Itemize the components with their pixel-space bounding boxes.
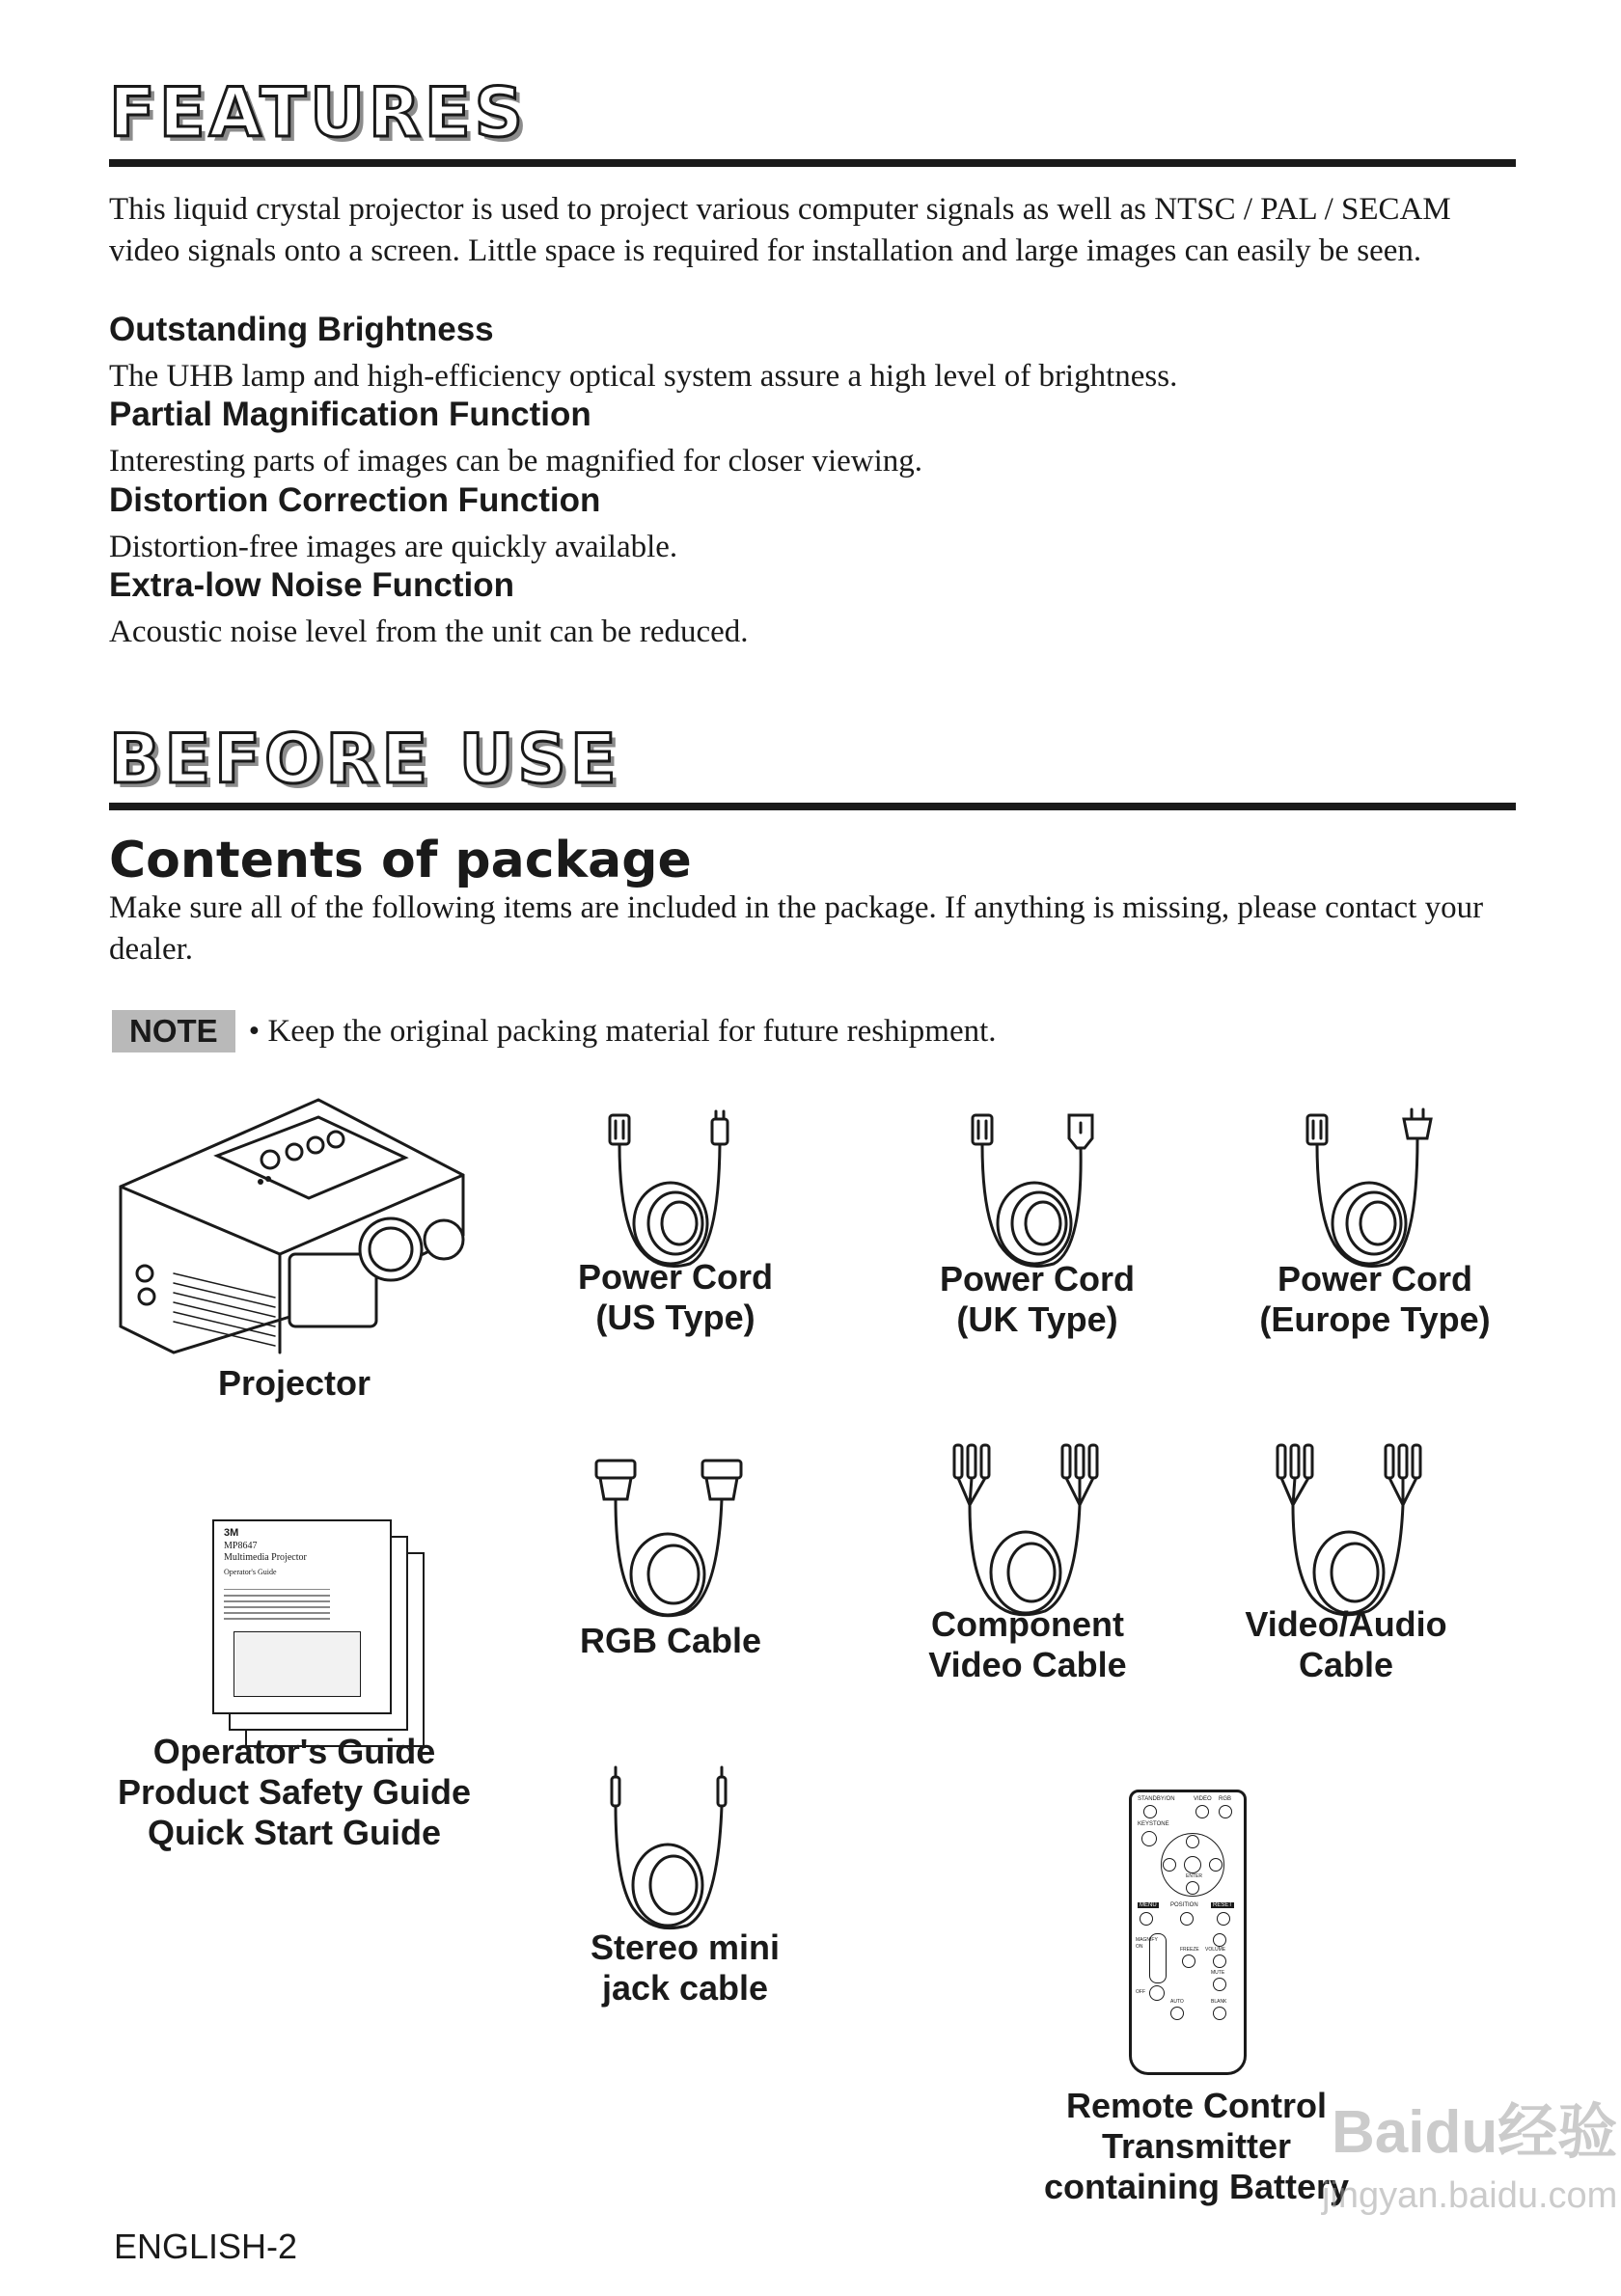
feature-title-noise: Extra-low Noise Function [109,566,515,604]
watermark-brand: Baidu经验 [1332,2099,1618,2166]
remote-label-blank: BLANK [1211,1999,1227,2005]
remote-mute-button [1213,1978,1226,1991]
remote-position-button [1180,1912,1194,1926]
caption-stereo-cable: Stereo mini jack cable [590,1927,781,2008]
remote-reset-button [1217,1912,1230,1926]
remote-right-button [1209,1858,1223,1872]
guide-brand: 3M [224,1527,239,1539]
before-use-rule [109,803,1516,810]
remote-up-button [1186,1835,1199,1848]
remote-label-standby: STANDBY/ON [1138,1796,1175,1802]
remote-magnify-rocker [1149,1933,1167,1983]
stereo-cable-illustration [598,1765,743,1939]
remote-left-button [1163,1858,1176,1872]
features-heading: FEATURES [109,73,528,152]
power-cord-uk-illustration [965,1109,1110,1283]
remote-label-position: POSITION [1170,1902,1198,1908]
remote-label-rgb: RGB [1219,1796,1232,1802]
remote-label-auto: AUTO [1170,1999,1184,2005]
caption-video-audio-cable: Video/Audio Cable [1245,1604,1447,1684]
remote-label-magnify: MAGNIFY [1136,1937,1158,1943]
remote-label-on: ON [1136,1944,1143,1950]
remote-auto-button [1170,2007,1184,2020]
features-rule [109,159,1516,167]
remote-volume-up-button [1213,1933,1226,1947]
feature-text-magnification: Interesting parts of images can be magnified for closer viewing. [109,444,923,478]
remote-blank-button [1213,2007,1226,2020]
guide-text-lines [224,1589,330,1591]
remote-enter-button [1184,1856,1201,1873]
remote-freeze-button [1182,1954,1195,1968]
remote-label-video: VIDEO [1194,1796,1212,1802]
caption-power-cord-us: Power Cord (US Type) [577,1257,774,1337]
contents-heading: Contents of package [109,832,692,889]
remote-label-freeze: FREEZE [1180,1947,1199,1953]
guide-model: MP8647 [224,1541,258,1551]
caption-component-cable: Component Video Cable [928,1604,1127,1684]
feature-title-magnification: Partial Magnification Function [109,396,591,433]
remote-magnify-off-button [1149,1985,1165,2001]
guides-illustration [212,1519,444,1732]
guide-product: Multimedia Projector [224,1552,307,1563]
remote-illustration [1129,1790,1247,2075]
projector-illustration [116,1090,473,1370]
remote-rgb-button [1219,1805,1232,1818]
guide-page-front [212,1519,392,1714]
remote-keystone-button [1141,1831,1157,1846]
guide-projector-photo [234,1631,361,1697]
caption-rgb-cable: RGB Cable [579,1621,762,1660]
rgb-cable-illustration [589,1457,753,1630]
feature-text-noise: Acoustic noise level from the unit can be reduced. [109,615,749,649]
caption-power-cord-europe: Power Cord (Europe Type) [1259,1259,1491,1339]
power-cord-europe-illustration [1298,1109,1442,1283]
component-cable-illustration [941,1437,1114,1630]
remote-label-mute: MUTE [1211,1970,1225,1976]
page-footer: ENGLISH-2 [114,2227,298,2266]
remote-down-button [1186,1881,1199,1895]
feature-title-distortion: Distortion Correction Function [109,481,601,519]
caption-guides: Operator's Guide Product Safety Guide Quick Start Guide [117,1732,472,1852]
remote-volume-down-button [1213,1954,1226,1968]
remote-label-volume: VOLUME [1205,1947,1226,1953]
note-row [112,1010,997,1052]
guide-doc: Operator's Guide [224,1568,277,1576]
remote-label-reset: RESET [1213,1902,1233,1908]
remote-label-off: OFF [1136,1989,1145,1995]
feature-title-brightness: Outstanding Brightness [109,311,494,348]
features-intro: This liquid crystal projector is used to project various computer signals as well as NTSC / PAL / SECAM video signals onto a screen. Little space is required for installation and large images can easily be seen. [109,192,1451,268]
caption-power-cord-uk: Power Cord (UK Type) [939,1259,1136,1339]
caption-projector: Projector [217,1363,371,1403]
note-badge: NOTE [112,1010,235,1052]
remote-standby-button [1143,1805,1157,1818]
remote-video-button [1195,1805,1209,1818]
feature-text-distortion: Distortion-free images are quickly available. [109,530,678,564]
remote-menu-button [1140,1912,1153,1926]
contents-intro: Make sure all of the following items are included in the package. If anything is missing, please contact your dealer. [109,890,1484,967]
before-use-heading: BEFORE USE [109,720,620,799]
remote-label-enter: ENTER [1186,1873,1202,1879]
remote-label-menu: MENU [1140,1902,1157,1908]
caption-remote: Remote Control Transmitter containing Battery [1043,2086,1350,2206]
feature-text-brightness: The UHB lamp and high-efficiency optical system assure a high level of brightness. [109,359,1178,394]
note-text: • Keep the original packing material for future reshipment. [248,1013,997,1049]
video-audio-cable-illustration [1264,1437,1438,1630]
remote-label-keystone: KEYSTONE [1138,1821,1169,1827]
watermark-url: jingyan.baidu.com [1322,2175,1618,2216]
